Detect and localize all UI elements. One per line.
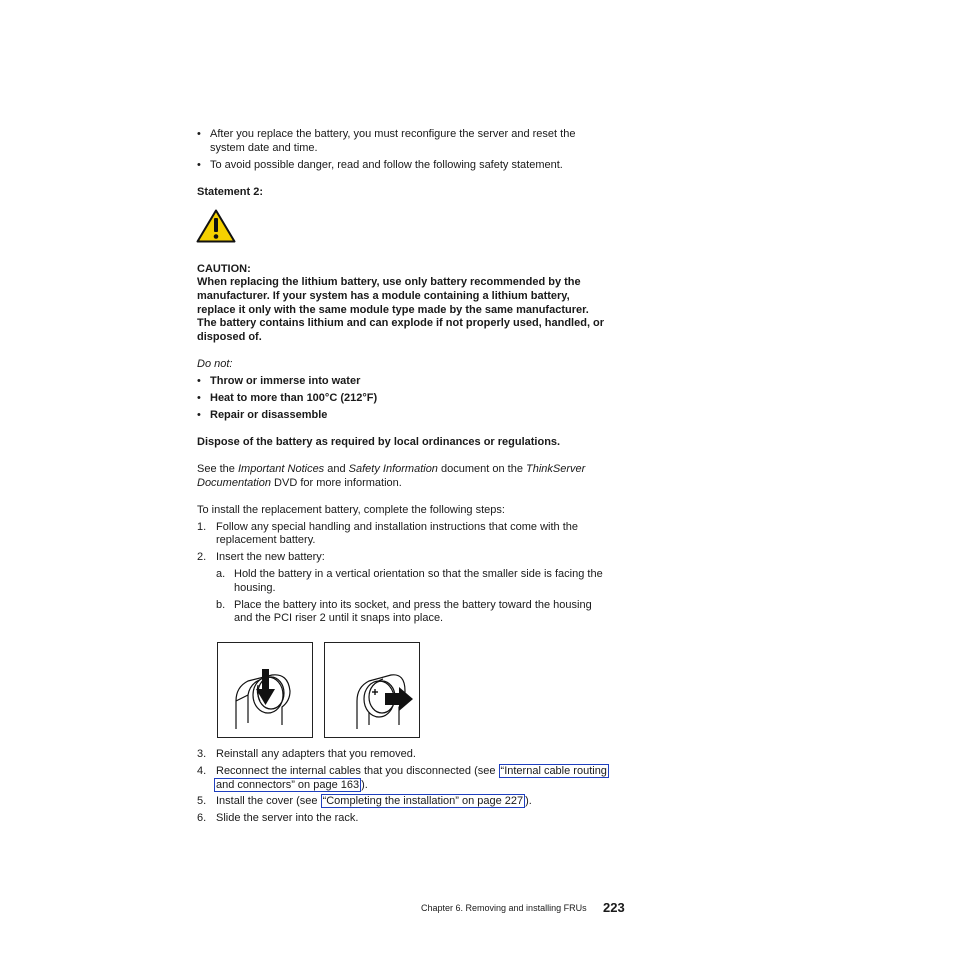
step-3-text: Reinstall any adapters that you removed. — [216, 748, 416, 760]
caution-line-2: manufacturer. If your system has a module containing a lithium battery, — [197, 290, 570, 302]
step-5-end-text: ). — [525, 795, 532, 807]
step-2-number: 2. — [197, 551, 207, 563]
step-b-letter: b. — [216, 599, 226, 611]
do-not-item-1: Throw or immerse into water — [210, 375, 361, 387]
caution-label: CAUTION: — [197, 263, 251, 275]
step-b-line-2: and the PCI riser 2 until it snaps into place. — [234, 612, 444, 624]
intro-bullet-1-line-1: After you replace the battery, you must reconfigure the server and reset the — [210, 128, 576, 140]
step-1-line-2: replacement battery. — [216, 534, 316, 546]
bullet: • — [197, 409, 201, 421]
warning-triangle-icon — [196, 209, 236, 243]
dvd-text: DVD for more information. — [271, 477, 402, 489]
dispose-statement: Dispose of the battery as required by local ordinances or regulations. — [197, 436, 561, 448]
step-5-prefix-text: Install the cover (see — [216, 795, 321, 807]
bullet: • — [197, 128, 201, 140]
step-4-middle-text: that you disconnected (see — [360, 765, 499, 777]
internal-cable-routing-link-continued[interactable]: and connectors” on page 163 — [216, 779, 360, 791]
intro-bullet-2-line-1: To avoid possible danger, read and follow the following safety statement. — [210, 159, 563, 171]
step-5-line — [216, 795, 532, 808]
statement-label: Statement 2: — [197, 186, 264, 198]
step-5-number: 5. — [197, 795, 207, 807]
step-6-number: 6. — [197, 812, 207, 824]
caution-line-5: disposed of. — [197, 331, 262, 343]
step-1-line-1: Follow any special handling and installation instructions that come with the — [216, 521, 578, 533]
step-a-letter: a. — [216, 568, 226, 580]
footer-chapter-title: Chapter 6. Removing and installing FRUs — [421, 903, 587, 913]
intro-bullet-1-line-2: system date and time. — [210, 142, 318, 154]
step-6-text: Slide the server into the rack. — [216, 812, 359, 824]
page-number: 223 — [603, 900, 625, 915]
and-text: and — [324, 463, 349, 475]
battery-insert-figure-2 — [324, 642, 420, 738]
reconnect-internal-cables-link[interactable]: Reconnect the internal cables — [216, 765, 361, 777]
see-paragraph-line-2 — [197, 477, 402, 490]
caution-line-1: When replacing the lithium battery, use only battery recommended by the — [197, 276, 581, 288]
do-not-item-3: Repair or disassemble — [210, 409, 328, 421]
caution-line-4: The battery contains lithium and can explode if not properly used, handled, or — [197, 317, 605, 329]
bullet: • — [197, 375, 201, 387]
battery-press-toward-housing-illustration — [325, 643, 419, 737]
step-4-end-text: ). — [361, 779, 368, 791]
safety-information-title: Safety Information — [348, 463, 438, 475]
install-intro: To install the replacement battery, complete the following steps: — [197, 504, 505, 516]
thinkserver-title: ThinkServer — [526, 463, 586, 475]
documentation-title: Documentation — [197, 477, 271, 489]
bullet: • — [197, 392, 201, 404]
step-2-text: Insert the new battery: — [216, 551, 325, 563]
step-4-line-1 — [216, 765, 609, 778]
document-text: document on the — [437, 463, 526, 475]
step-4-line-2 — [214, 779, 368, 792]
do-not-label: Do not: — [197, 358, 233, 370]
step-1-number: 1. — [197, 521, 207, 533]
step-a-line-1: Hold the battery in a vertical orientation so that the smaller side is facing the — [234, 568, 603, 580]
step-a-line-2: housing. — [234, 582, 276, 594]
see-paragraph-line-1 — [197, 463, 585, 476]
step-b-line-1: Place the battery into its socket, and press the battery toward the housing — [234, 599, 592, 611]
step-4-number: 4. — [197, 765, 207, 777]
caution-line-3: replace it only with the same module type made by the same manufacturer. — [197, 304, 589, 316]
see-text: See the — [197, 463, 238, 475]
internal-cable-routing-link[interactable]: “Internal cable routing — [500, 765, 607, 777]
bullet: • — [197, 159, 201, 171]
do-not-item-2: Heat to more than 100°C (212°F) — [210, 392, 378, 404]
important-notices-title: Important Notices — [237, 463, 325, 475]
completing-installation-link[interactable]: “Completing the installation” on page 227 — [322, 795, 524, 807]
battery-press-down-illustration — [218, 643, 312, 737]
step-3-number: 3. — [197, 748, 207, 760]
battery-insert-figure-1 — [217, 642, 313, 738]
